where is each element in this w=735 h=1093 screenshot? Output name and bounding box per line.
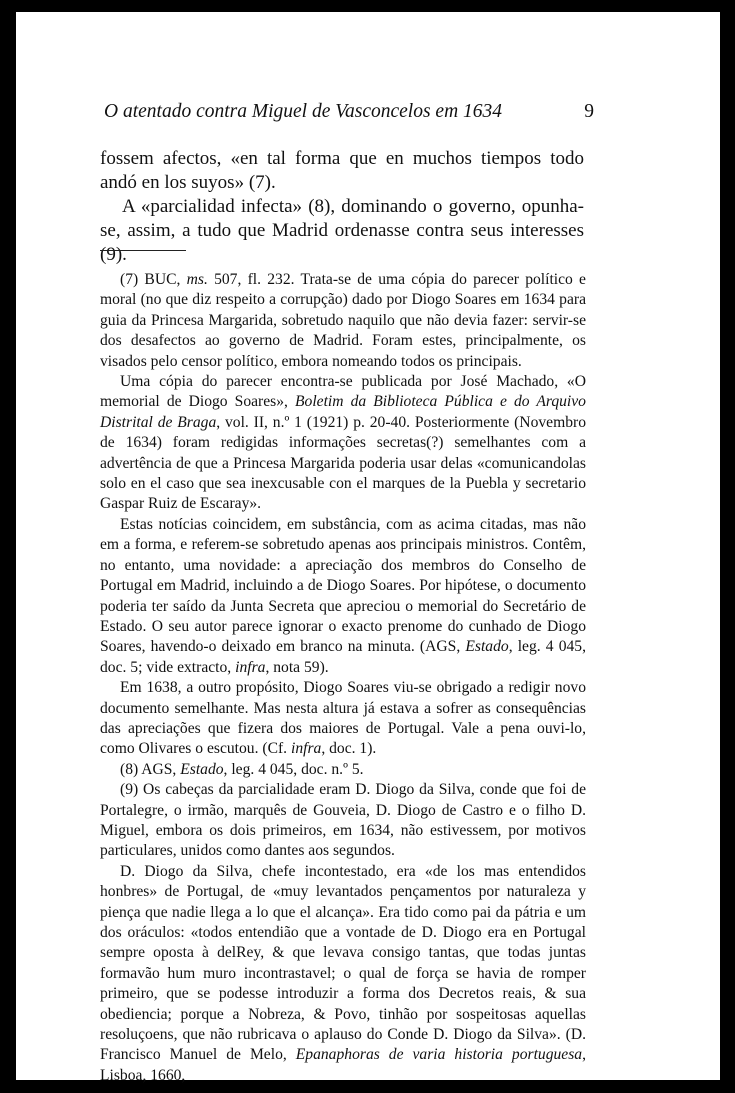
footnote-text: (8) AGS,: [120, 760, 181, 778]
footnote-7: [100, 270, 586, 372]
footnote-8: [100, 760, 586, 780]
footnote-text: , leg. 4 045, doc. n.º 5.: [223, 760, 364, 778]
footnote-italic: Boletim da Biblioteca Pública e do Arquivo Distrital de Braga: [100, 393, 586, 431]
footnote-text: , nota 59).: [265, 658, 329, 676]
paragraph: A «parcialidad infecta» (8), dominando o governo, opunha-se, assim, a tudo que Madrid ordenasse contra seus interesses (9).: [100, 196, 584, 265]
footnote-italic: infra: [290, 740, 322, 758]
footnote-9: (9) Os cabeças da parcialidade eram D. Diogo da Silva, conde que foi de Portalegre, o irmão, marquês de Gouveia, D. Diogo de Castro e o filho D. Miguel, embora os dois primeiros, em 1634, não estivessem, por motivos particulares, unidos como dantes aos segundos.: [100, 781, 586, 860]
footnote-italic: Epanaphoras de varia historia portuguesa: [295, 1046, 583, 1064]
footnote-italic: Estado: [180, 760, 224, 778]
footnote-text: Uma cópia do parecer encontra-se publicada por José Machado, «O memorial de Diogo Soares»,: [100, 373, 586, 411]
footnote-italic: Estado: [465, 638, 509, 656]
footnote-separator: [100, 250, 186, 251]
footnote-text: , vol. II, n.º 1 (1921) p. 20-40. Posteriormente (Novembro de 1634) foram redigidas informações secretas(?) semelhantes com a advertência de que a Princesa Margarida poderia usar delas «comunicandolas solo en el caso que sea inexcusable con el marques de la Puebla y secretario Gaspar Ruiz de Escaray».: [100, 413, 586, 513]
footnote-italic: infra: [235, 658, 266, 676]
footnote-text: , leg. 4 045, doc. 5; vide extracto,: [100, 638, 586, 676]
footnote-text: Estas notícias coincidem, em substância, com as acima citadas, mas não em a forma, e referem-se sobretudo apenas aos principais ministros. Contêm, no entanto, uma novidade: a apreciação dos membros do Conselho de Portugal em Madrid, incluindo a de Diogo Soares. Por hipótese, o documento poderia ter saído da Junta Secreta que apreciou o memorial do Secretário de Estado. O seu autor parece ignorar o exacto prenome do cunhado de Diogo Soares, havendo-o deixado em branco na minuta. (AGS,: [100, 515, 586, 656]
footnote-text: D. Diogo da Silva, chefe incontestado, era «de los mas entendidos honbres» de Portugal, de «muy levantados pençamentos por naturaleza y piença que nadie llega a lo que el alcança». Era tido como pai da pátria e um dos oráculos: «todos entendião que a vontade de D. Diogo era en Portugal sempre oposta à delRey, & que levava consigo tantas, que todas juntas formavão hum muro incontrastavel; o qual de força se havia de romper primeiro, que se podesse introduzir a forma dos Decretos reais, & sua obediencia; porque a Nobreza, & Povo, tinhão por sospeitosas aquellas resoluçoens, que não rubricava o aplauso do Conde D. Diogo da Silva». (D. Francisco Manuel de Melo,: [100, 862, 586, 1064]
footnote-7-continued: [100, 372, 586, 515]
running-title: O atentado contra Miguel de Vasconcelos em 1634: [104, 101, 503, 122]
footnote-7-continued: [100, 515, 586, 678]
footnote-text: Em 1638, a outro propósito, Diogo Soares viu-se obrigado a redigir novo documento semelhante. Mas nesta altura já estava a sofrer as consequências das apreciações que fizera dos maiores de Portugal. Vale a pena ouvi-lo, como Olivares o escutou. (Cf.: [100, 679, 586, 758]
footnote-text: 507, fl. 232. Trata-se de uma cópia do parecer político e moral (no que diz respeito a corrupção) dado por Diogo Soares em 1634 para guia da Princesa Margarida, sobretudo naquilo que não devia fazer: servir-se dos desafectos ao governo de Madrid. Foram estes, principalmente, os visados pelo censor político, embora nomeando todos os principais.: [100, 271, 586, 370]
footnote-7-continued: [100, 678, 586, 760]
footnotes: [100, 270, 586, 1086]
page-number: 9: [584, 101, 594, 122]
book-page: [16, 12, 720, 1084]
footnote-text: , doc. 1).: [321, 740, 377, 758]
paragraph-continued: fossem afectos, «en tal forma que en muchos tiempos todo andó en los suyos» (7).: [100, 148, 584, 193]
footnote-9-continued: [100, 862, 586, 1086]
footnote-italic: ms.: [186, 271, 208, 288]
main-text: [100, 147, 584, 267]
footnote-text: (7) BUC,: [120, 271, 187, 288]
footnote-text: , Lisboa, 1660,: [100, 1046, 587, 1084]
